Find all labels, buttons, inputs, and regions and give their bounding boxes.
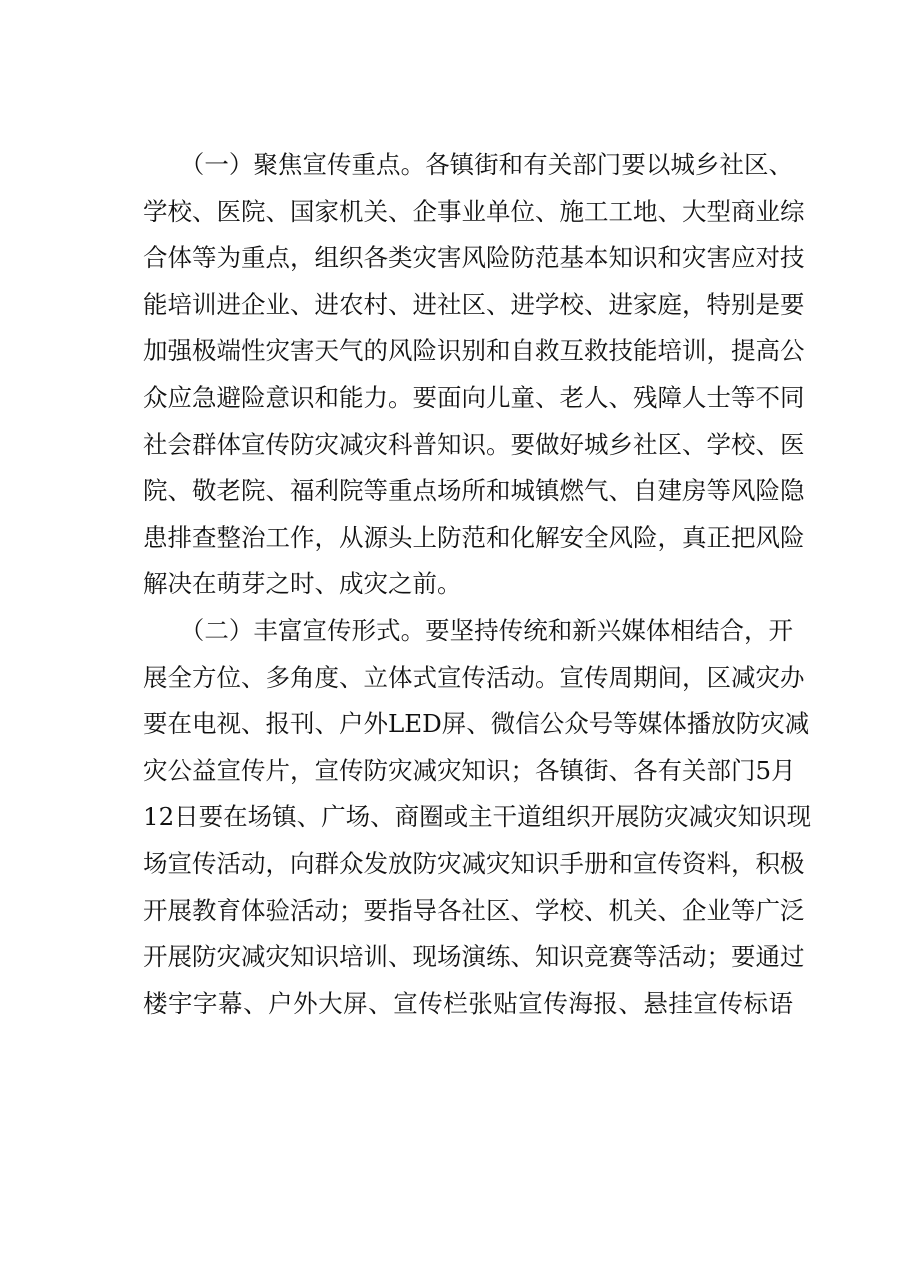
text-line: 展全方位、多角度、立体式宣传活动。宣传周期间，区减灾办: [143, 662, 805, 692]
text-line: 要在电视、报刊、户外LED屏、微信公众号等媒体播放防灾减: [143, 709, 810, 739]
text-line: 开展教育体验活动；要指导各社区、学校、机关、企业等广泛: [143, 895, 805, 925]
text-line: 社会群体宣传防灾减灾科普知识。要做好城乡社区、学校、医: [143, 429, 805, 459]
body-text: [143, 142, 812, 1027]
text-line: 解决在萌芽之时、成灾之前。: [143, 569, 462, 599]
text-line: 场宣传活动，向群众发放防灾减灾知识手册和宣传资料，积极: [143, 848, 805, 878]
text-line: 能培训进企业、进农村、进社区、进学校、进家庭，特别是要: [143, 289, 805, 319]
text-line: 楼宇字幕、户外大屏、宣传栏张贴宣传海报、悬挂宣传标语: [143, 988, 793, 1018]
text-line: 众应急避险意识和能力。要面向儿童、老人、残障人士等不同: [143, 382, 805, 412]
text-line: 患排查整治工作，从源头上防范和化解安全风险，真正把风险: [143, 522, 805, 552]
paragraph-2: [143, 608, 812, 1027]
text-line: 加强极端性灾害天气的风险识别和自救互救技能培训，提高公: [143, 336, 805, 366]
paragraph-1: [143, 142, 805, 608]
text-line: 开展防灾减灾知识培训、现场演练、知识竞赛等活动；要通过: [143, 942, 805, 972]
text-line: 12日要在场镇、广场、商圈或主干道组织开展防灾减灾知识现: [143, 802, 812, 832]
text-line: 合体等为重点，组织各类灾害风险防范基本知识和灾害应对技: [143, 243, 805, 273]
text-line: 院、敬老院、福利院等重点场所和城镇燃气、自建房等风险隐: [143, 476, 805, 506]
text-line: （一）聚焦宣传重点。各镇街和有关部门要以城乡社区、: [143, 150, 793, 179]
text-line: （二）丰富宣传形式。要坚持传统和新兴媒体相结合，开: [143, 615, 793, 645]
text-line: 灾公益宣传片，宣传防灾减灾知识；各镇街、各有关部门5月: [143, 755, 796, 785]
text-line: 学校、医院、国家机关、企事业单位、施工工地、大型商业综: [143, 196, 805, 226]
